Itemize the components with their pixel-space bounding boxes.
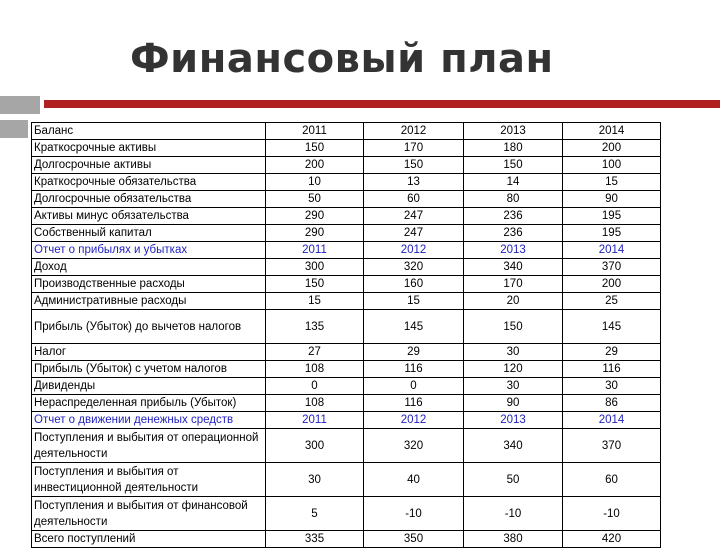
table-row — [32, 361, 661, 378]
row-value: 20 — [464, 293, 563, 310]
row-label: Отчет о движении денежных средств — [32, 412, 266, 429]
row-label: Долгосрочные активы — [32, 157, 266, 174]
row-value: 200 — [563, 140, 661, 157]
row-value: 350 — [364, 531, 464, 548]
table-row — [32, 123, 661, 140]
table-row — [32, 259, 661, 276]
row-label: Прибыль (Убыток) с учетом налогов — [32, 361, 266, 378]
row-value: 29 — [364, 344, 464, 361]
row-label: Краткосрочные активы — [32, 140, 266, 157]
row-value: 200 — [563, 276, 661, 293]
row-label: Производственные расходы — [32, 276, 266, 293]
row-value: 150 — [364, 157, 464, 174]
row-label: Поступления и выбытия от финансовой деятельности — [32, 497, 266, 531]
row-value: 145 — [563, 310, 661, 344]
row-value: 2012 — [364, 242, 464, 259]
table-row — [32, 225, 661, 242]
row-value: 0 — [266, 378, 364, 395]
row-value: 340 — [464, 259, 563, 276]
row-value: 290 — [266, 225, 364, 242]
table-row — [32, 378, 661, 395]
row-value: 108 — [266, 395, 364, 412]
row-value: 80 — [464, 191, 563, 208]
row-value: 370 — [563, 429, 661, 463]
row-label: Поступления и выбытия от операционной деятельности — [32, 429, 266, 463]
row-value: 5 — [266, 497, 364, 531]
row-value: 29 — [563, 344, 661, 361]
row-value: 170 — [364, 140, 464, 157]
row-value: 236 — [464, 225, 563, 242]
row-value: 50 — [464, 463, 563, 497]
row-value: 27 — [266, 344, 364, 361]
row-value: 40 — [364, 463, 464, 497]
table-row — [32, 429, 661, 463]
table-row — [32, 276, 661, 293]
row-value: 320 — [364, 259, 464, 276]
row-value: 14 — [464, 174, 563, 191]
page-title: Финансовый план — [130, 36, 554, 82]
row-value: 180 — [464, 140, 563, 157]
table-row — [32, 497, 661, 531]
row-label: Баланс — [32, 123, 266, 140]
row-value: 90 — [464, 395, 563, 412]
row-value: 160 — [364, 276, 464, 293]
row-value: 150 — [464, 310, 563, 344]
table-row — [32, 174, 661, 191]
row-value: 2012 — [364, 123, 464, 140]
row-value: 290 — [266, 208, 364, 225]
row-value: 236 — [464, 208, 563, 225]
row-value: -10 — [464, 497, 563, 531]
table-row — [32, 242, 661, 259]
row-value: 2011 — [266, 242, 364, 259]
row-value: 2014 — [563, 242, 661, 259]
row-value: 380 — [464, 531, 563, 548]
row-value: 50 — [266, 191, 364, 208]
row-value: 30 — [464, 344, 563, 361]
row-value: 100 — [563, 157, 661, 174]
row-value: 30 — [266, 463, 364, 497]
table-row — [32, 157, 661, 174]
row-value: 116 — [364, 361, 464, 378]
row-value: 116 — [364, 395, 464, 412]
financial-plan-table — [31, 122, 661, 548]
row-value: 340 — [464, 429, 563, 463]
row-value: 60 — [563, 463, 661, 497]
row-value: 135 — [266, 310, 364, 344]
row-value: 370 — [563, 259, 661, 276]
table-row — [32, 191, 661, 208]
row-value: -10 — [364, 497, 464, 531]
row-value: 150 — [266, 140, 364, 157]
table-row — [32, 140, 661, 157]
row-value: 247 — [364, 208, 464, 225]
row-value: 300 — [266, 259, 364, 276]
row-value: 195 — [563, 225, 661, 242]
row-value: 170 — [464, 276, 563, 293]
row-value: 335 — [266, 531, 364, 548]
row-label: Дивиденды — [32, 378, 266, 395]
row-value: 30 — [563, 378, 661, 395]
table-row — [32, 412, 661, 429]
row-value: -10 — [563, 497, 661, 531]
table-row — [32, 344, 661, 361]
table-row — [32, 395, 661, 412]
row-value: 300 — [266, 429, 364, 463]
row-value: 2013 — [464, 242, 563, 259]
row-label: Поступления и выбытия от инвестиционной деятельности — [32, 463, 266, 497]
row-value: 2011 — [266, 412, 364, 429]
row-value: 30 — [464, 378, 563, 395]
row-value: 2011 — [266, 123, 364, 140]
row-value: 2014 — [563, 123, 661, 140]
row-value: 86 — [563, 395, 661, 412]
row-label: Доход — [32, 259, 266, 276]
row-value: 25 — [563, 293, 661, 310]
row-value: 195 — [563, 208, 661, 225]
row-value: 0 — [364, 378, 464, 395]
row-value: 150 — [464, 157, 563, 174]
row-label: Нераспределенная прибыль (Убыток) — [32, 395, 266, 412]
table-row — [32, 208, 661, 225]
row-value: 60 — [364, 191, 464, 208]
row-value: 2013 — [464, 412, 563, 429]
row-value: 145 — [364, 310, 464, 344]
decor-red-bar — [44, 100, 720, 108]
table-row — [32, 293, 661, 310]
row-label: Отчет о прибылях и убытках — [32, 242, 266, 259]
row-value: 108 — [266, 361, 364, 378]
row-label: Краткосрочные обязательства — [32, 174, 266, 191]
row-value: 13 — [364, 174, 464, 191]
decor-gray-square — [0, 120, 28, 138]
table-row — [32, 531, 661, 548]
decor-gray-bar — [0, 96, 40, 114]
row-value: 247 — [364, 225, 464, 242]
row-label: Налог — [32, 344, 266, 361]
row-value: 120 — [464, 361, 563, 378]
row-value: 15 — [364, 293, 464, 310]
row-value: 2014 — [563, 412, 661, 429]
row-value: 15 — [563, 174, 661, 191]
row-value: 200 — [266, 157, 364, 174]
row-value: 2012 — [364, 412, 464, 429]
row-label: Собственный капитал — [32, 225, 266, 242]
row-value: 2013 — [464, 123, 563, 140]
row-value: 420 — [563, 531, 661, 548]
row-value: 150 — [266, 276, 364, 293]
row-label: Долгосрочные обязательства — [32, 191, 266, 208]
row-value: 10 — [266, 174, 364, 191]
row-label: Всего поступлений — [32, 531, 266, 548]
table-row — [32, 463, 661, 497]
row-value: 15 — [266, 293, 364, 310]
row-value: 90 — [563, 191, 661, 208]
row-label: Административные расходы — [32, 293, 266, 310]
row-label: Активы минус обязательства — [32, 208, 266, 225]
row-value: 320 — [364, 429, 464, 463]
table-row — [32, 310, 661, 344]
row-label: Прибыль (Убыток) до вычетов налогов — [32, 310, 266, 344]
row-value: 116 — [563, 361, 661, 378]
